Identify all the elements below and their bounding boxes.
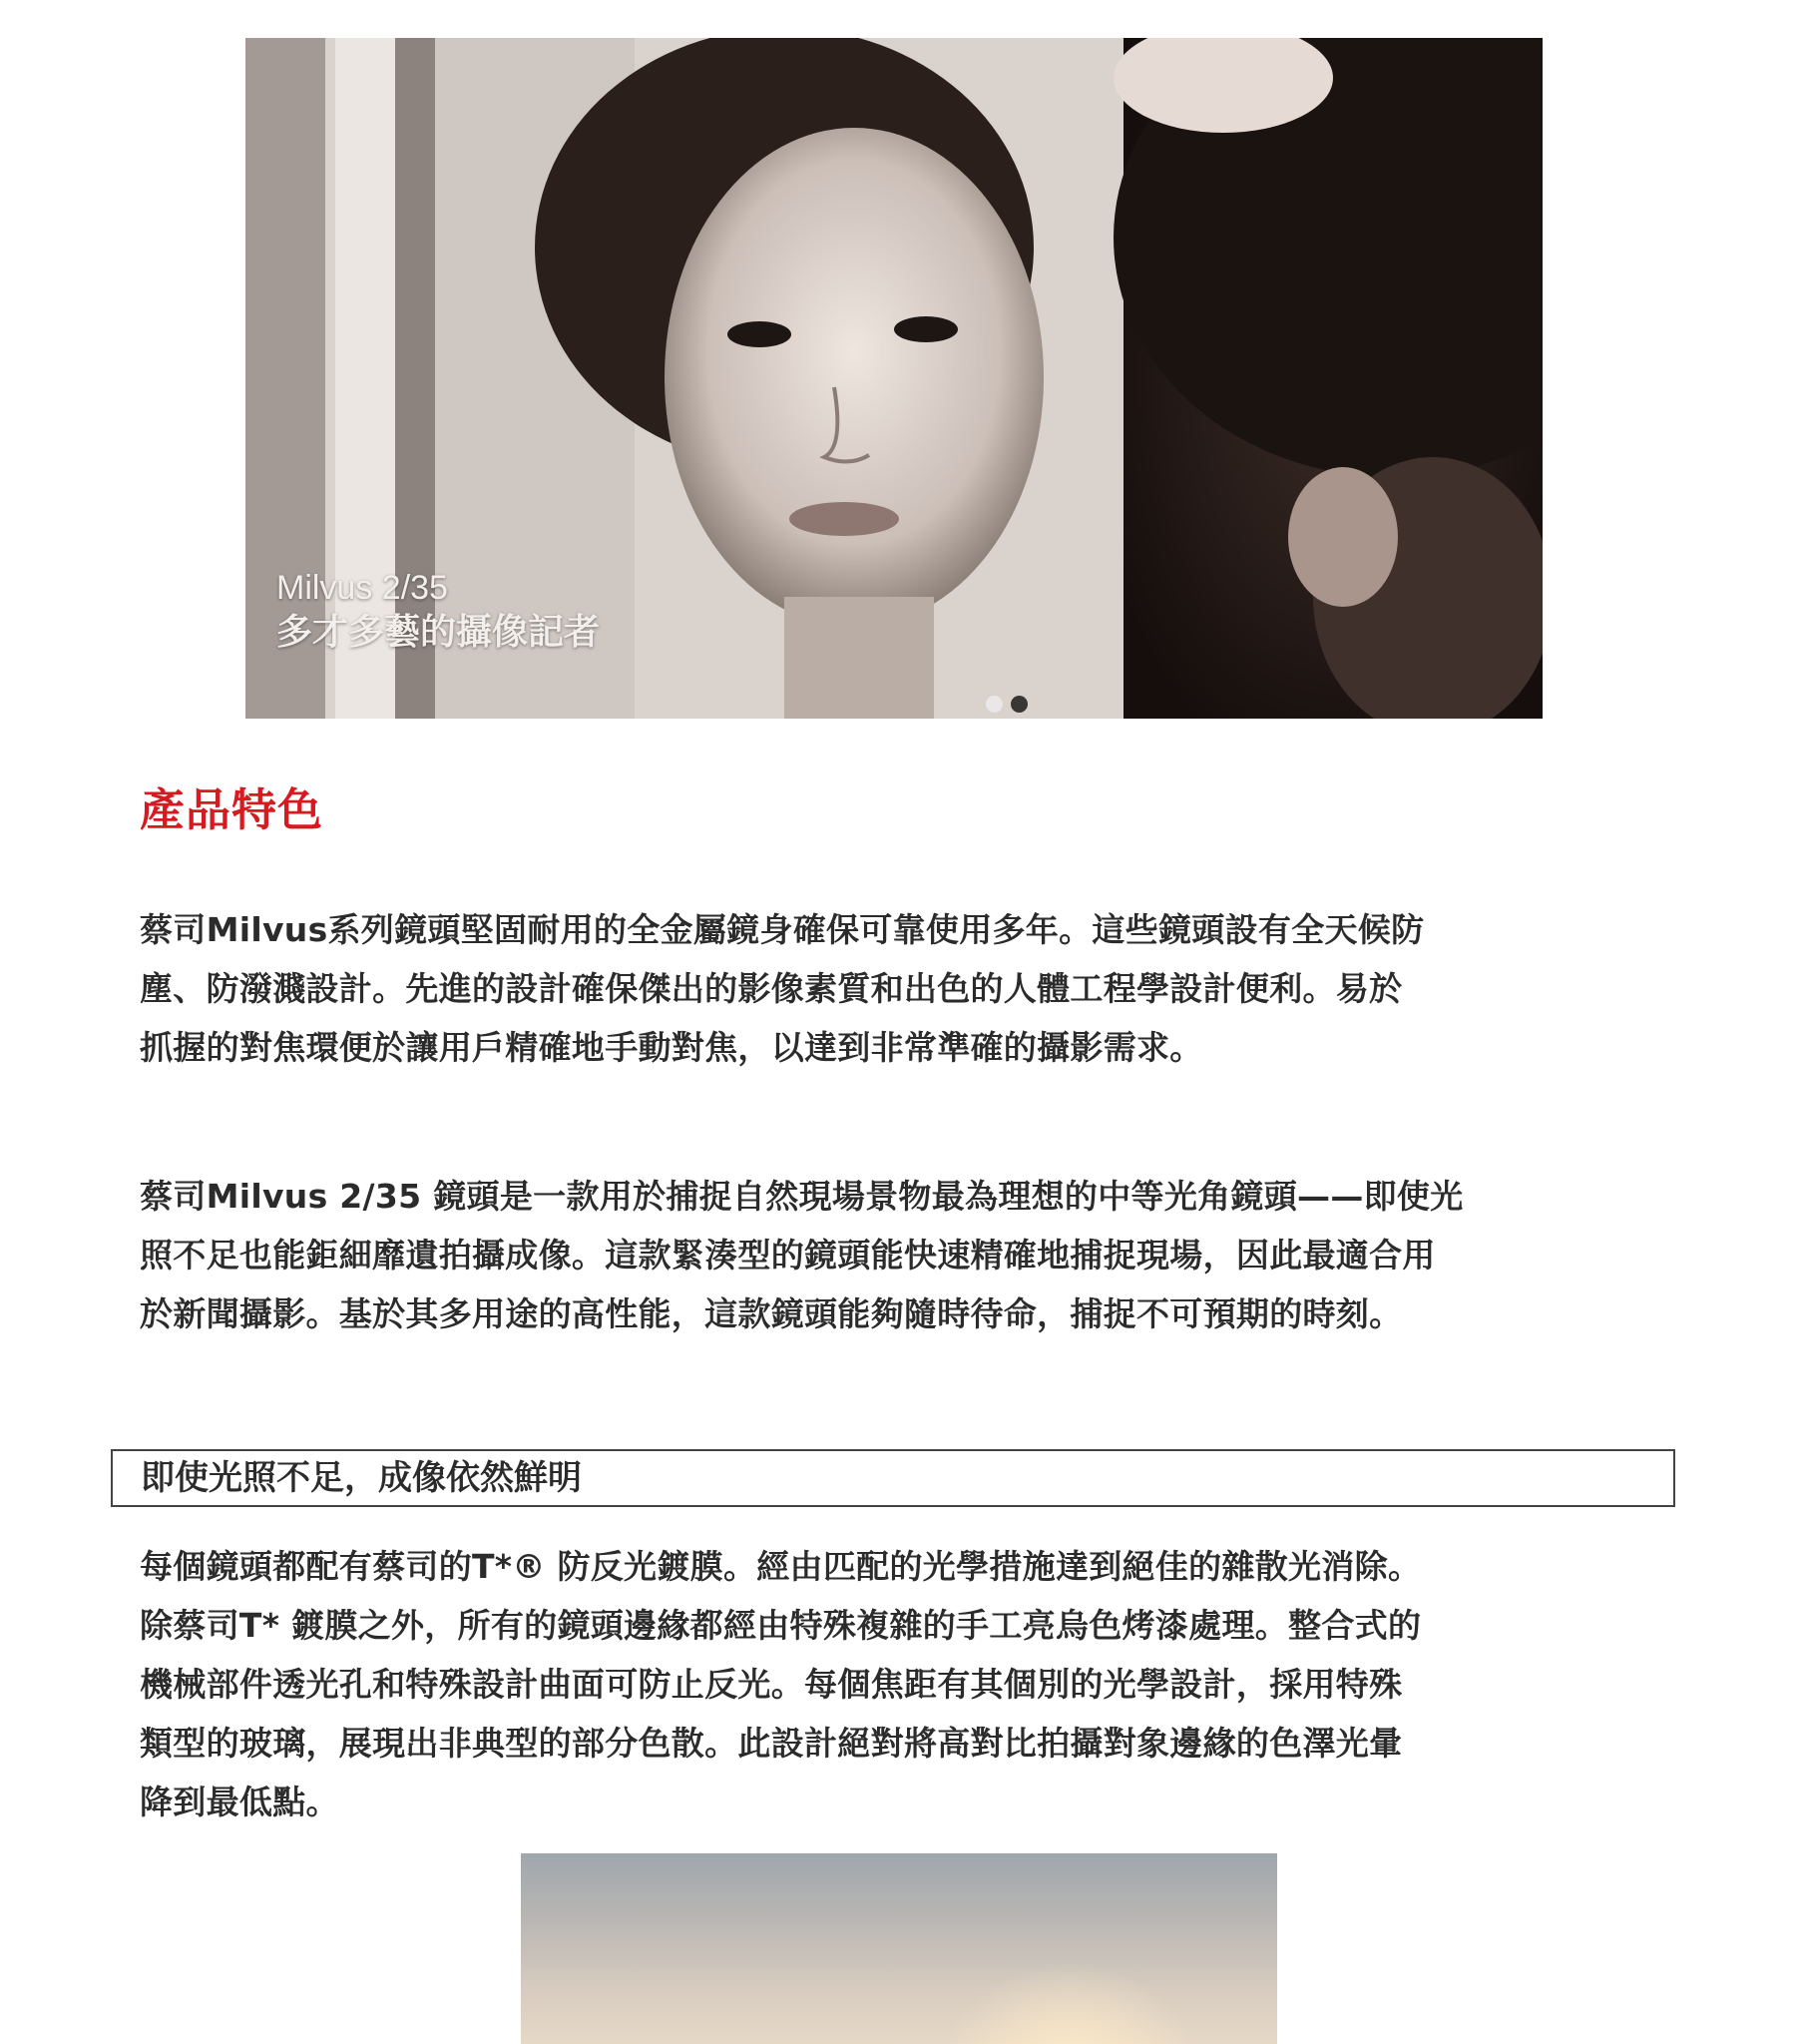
carousel-dot-2[interactable] (1011, 696, 1028, 713)
features-paragraph-2 (140, 1167, 1464, 1343)
sunlight-glow (940, 1963, 1199, 2044)
carousel-dot-1[interactable] (986, 696, 1003, 713)
carousel-pagination (986, 696, 1028, 713)
paragraph-line: 降到最低點。 (140, 1783, 339, 1821)
paragraph-line: 蔡司Milvus系列鏡頭堅固耐用的全金屬鏡身確保可靠使用多年。這些鏡頭設有全天候防 (140, 910, 1425, 949)
paragraph-line: 塵、防潑濺設計。先進的設計確保傑出的影像素質和出色的人體工程學設計便利。易於 (140, 969, 1403, 1008)
paragraph-line: 蔡司Milvus 2/35 鏡頭是一款用於捕捉自然現場景物最為理想的中等光角鏡頭——即使光 (140, 1177, 1464, 1216)
paragraph-line: 抓握的對焦環便於讓用戶精確地手動對焦，以達到非常準確的攝影需求。 (140, 1028, 1203, 1067)
paragraph-line: 照不足也能鉅細靡遺拍攝成像。這款緊湊型的鏡頭能快速精確地捕捉現場，因此最適合用 (140, 1236, 1436, 1275)
section-title: 產品特色 (140, 783, 324, 836)
paragraph-line: 除蔡司T* 鍍膜之外，所有的鏡頭邊緣都經由特殊複雜的手工亮烏色烤漆處理。整合式的 (140, 1606, 1422, 1645)
paragraph-line: 每個鏡頭都配有蔡司的T*® 防反光鍍膜。經由匹配的光學措施達到絕佳的雜散光消除。 (140, 1547, 1422, 1586)
hero-model-name: Milvus 2/35 (276, 569, 448, 607)
sample-photo (521, 1853, 1277, 2044)
paragraph-line: 機械部件透光孔和特殊設計曲面可防止反光。每個焦距有其個別的光學設計，採用特殊 (140, 1665, 1403, 1704)
hero-caption (276, 567, 600, 657)
features-paragraph-1 (140, 900, 1424, 1077)
paragraph-line: 於新聞攝影。基於其多用途的高性能，這款鏡頭能夠隨時待命，捕捉不可預期的時刻。 (140, 1294, 1403, 1333)
features-paragraph-3 (140, 1537, 1421, 1831)
boxed-subheading: 即使光照不足，成像依然鮮明 (111, 1449, 1675, 1507)
hero-tagline: 多才多藝的攝像記者 (276, 612, 601, 653)
paragraph-line: 類型的玻璃，展現出非典型的部分色散。此設計絕對將高對比拍攝對象邊緣的色澤光暈 (140, 1724, 1403, 1763)
hero-carousel[interactable] (245, 38, 1543, 719)
